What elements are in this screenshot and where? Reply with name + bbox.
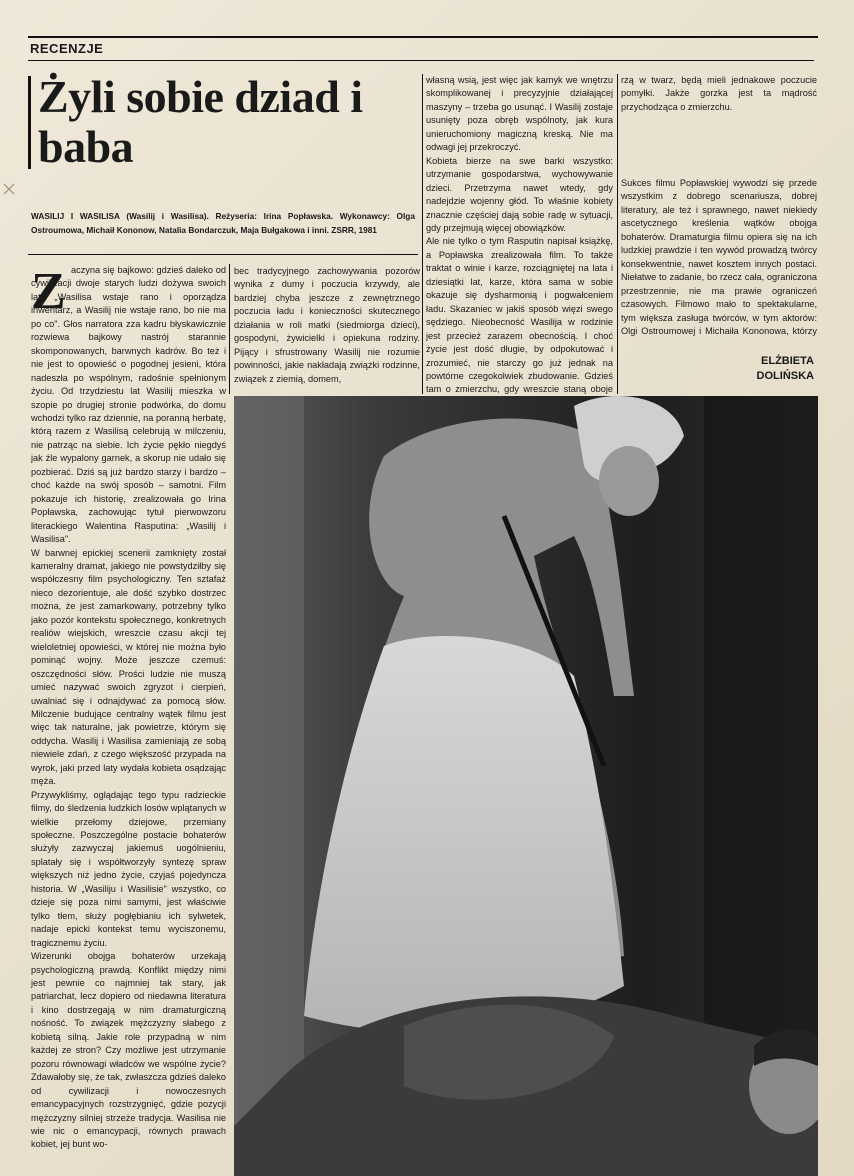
article-column-3: własną wsią, jest więc jak kamyk we wnętrzu skomplikowanej i precyzyjnie działającej maszyny – trzeba go usunąć. I Wasilij zostaje usunięty poza obręb wspólnoty, jak kura unieruchomiony magiczną kreską. Nie ma odwagi jej przekroczyć. Kobieta bierze na swe barki wszystko: utrzymanie gospodarstwa, wychowywanie dzieci. Przetrzyma nawet wtedy, gdy nadejdzie wojenny głód. To właśnie kobiety znacznie częściej dają sobie radę w sytuacji, gdy przejmują więcej obowiązków. Ale nie tylko o tym Rasputin napisał książkę, a Popławska zrealizowała film. To także traktat o winie i karze, rozciągniętej na lata i dziesiątki lat, karze, która sama w sobie okazuje się dysharmonią i pogwałceniem ładu. Skazaniec w jakiś sposób więzi swego sędziego. Nieobecność Wasilija w rodzinie jest przecież zarazem obecnością. I choć życie jest dość długie, by odpokutować i zrozumieć, nie starczy go już jednak na powtórne czegokolwiek zbudowanie. Gdzieś tam o zmierzchu, gdy wreszcie staną oboje <box>426 75 613 394</box>
column-divider <box>617 74 618 394</box>
author-byline: ELŻBIETA DOLIŃSKA <box>756 355 814 382</box>
article-column-2: bec tradycyjnego zachowywania pozorów wynika z dumy i poczucia krzywdy, ale bardziej chyba jeszcze z zewnętrznego poczucia ładu i konieczności skutecznego działania w roli matki (siedmiorga dzieci), gospodyni, żywicielki i opiekuna rodziny. Pijący i sfrustrowany Wasilij nie rozumie powinności, jakie nakładają związki rodzinne, związek z ziemią, domem, <box>234 266 420 384</box>
column-divider <box>422 74 423 394</box>
article-column-4: rzą w twarz, będą mieli jednakowe poczucie pomyłki. Jakże gorzka jest ta mądrość przychodząca o zmierzchu. <box>621 75 817 112</box>
section-rule <box>28 60 814 61</box>
film-still-photo <box>234 396 818 1176</box>
column-1-text: aczyna się bajkowo: gdzieś daleko od cywilizacji dwoje starych ludzi dożywa swoich lat. „Wasilisa wstaje rano i oporządza inwentarz, a Wasilij nie wstaje rano, bo nie ma po co". Głos narratora zza kadru błyskawicznie rozwiewa bajkowy nastrój starannie skomponowanych, barwnych kadrów. Bo też i nie jest to opowieść o pogodnej jesieni, która nadeszła po wspólnym, radośnie spełnionym życiu. Od trzydziestu lat Wasilij mieszka w szopie po drugiej stronie podwórka, do domu wchodzi tylko raz dziennie, na poranną herbatę, którą razem z Wasilisą celebrują w milczeniu, nie patrząc na siebie. Ich życie pękło niegdyś jak źle wypalony garnek, a skorup nie udało się pozbierać. Dziś są już bardzo starzy i bardzo – choć każde na swój sposób – samotni. Film pokazuje ich historię, zrealizowała go Irina Popławska, zachowując tytuł pierwowzoru literackiego Walentina Rasputina: „Wasilij i Wasilisa". W barwnej epickiej scenerii zamknięty został kameralny dramat, jakiego nie powstydziłby się współczesny film psychologiczny. Ten sztafaż nieco dezorientuje, ale dość szybko dostrzec można, że jest zamarkowany, potrzebny tylko jako pozór kontekstu społecznego, konkretnych realiów wiejskich, wreszcie czasu akcji tej wieloletniej opowieści, w której nie można było pominąć wojny. Może jeszcze czemuś: oszczędności słów. Prości ludzie nie muszą umieć nazywać swoich zgryzot i cierpień, uwalniać się i odnajdywać za pomocą słów. Milczenie budujące centralny wątek filmu jest więc tak naturalne, jak powietrze, którym się oddycha. Wasilij i Wasilisa zamieniają ze sobą niewiele zdań, z czego większość przypada na wyrok, jaki przed laty wydała kobieta osądzając męża. Przywykliśmy, oglądając tego typu radzieckie filmy, do śledzenia ludzkich losów wplątanych w wielkie przełomy dziejowe, przemiany społeczne. Poszczególne postacie bohaterów służyły zazwyczaj jakiemuś uogólnieniu, splatały się i współtworzyły syntezę spraw większych niż jedno życie, czyjaś pojedyncza historia. W „Wasiliju i Wasilisie" wszystko, co dzieje się poza nimi samymi, jest właściwie tylko tłem, służy pogłębianiu ich sylwetek, nadaje epicki kontekst temu wyciszonemu, tragicznemu życiu. Wizerunki obojga bohaterów urzekają psychologiczną prawdą. Konflikt między nimi jest pewnie co najmniej tak stary, jak patriarchat, lecz dopiero od niedawna literatura i kino dostrzegają w nim dramaturgiczną nośność. To związek mężczyzny słabego z kobietą silną. Jakie role przypadną w nim każdej ze stron? Czy możliwe jest utrzymanie pozoru równowagi władców we wspólne życie? Zdawałoby się, że tak, zwłaszcza gdzieś daleko od cywilizacji i nowoczesnych emancypacyjnych rozstrzygnięć, gdzie pozycji mężczyzny silniej strzeże tradycja. Wasilisa nie wie nic o emancypacji, równych prawach kobiet, jej bunt wo- <box>31 265 226 1150</box>
drop-cap: Z <box>31 263 66 320</box>
article-title: Żyli sobie dziad i baba <box>38 71 363 172</box>
article-column-5: Sukces filmu Popławskiej wywodzi się przede wszystkim z dobrego scenariusza, dobrej literatury, ale też i sprawnego, nawet niekiedy ascetycznego kreślenia wątków obojga bohaterów. Dramaturgia filmu opiera się na ich ludzkiej prawdzie i ten wywód prowadzą twórcy konsekwentnie, nawet kosztem innych postaci. Niełatwe to zadanie, bo rzecz cała, ograniczona przestrzennie, nie ma prawie ograniczeń czasowych. Filmowo mało to spektakularne, tym większa zasługa twórców, w tym aktorów: Olgi Ostroumowej i Michaiła Kononowa, którzy <box>621 178 817 336</box>
credits-rule <box>28 254 418 255</box>
article-column-1 <box>31 264 226 1176</box>
column-divider <box>229 264 230 394</box>
film-still-image <box>234 396 818 1176</box>
film-credits: WASILIJ I WASILISA (Wasilij i Wasilisa). Reżyseria: Irina Popławska. Wykonawcy: Olga Ostroumowa, Michaił Kononow, Natalia Bondarczuk, Maja Bułgakowa i inni. ZSRR, 1981 <box>31 211 415 235</box>
top-rule <box>28 36 818 38</box>
section-label: RECENZJE <box>30 41 104 56</box>
corner-mark-icon <box>2 182 16 196</box>
title-bar <box>28 76 31 169</box>
